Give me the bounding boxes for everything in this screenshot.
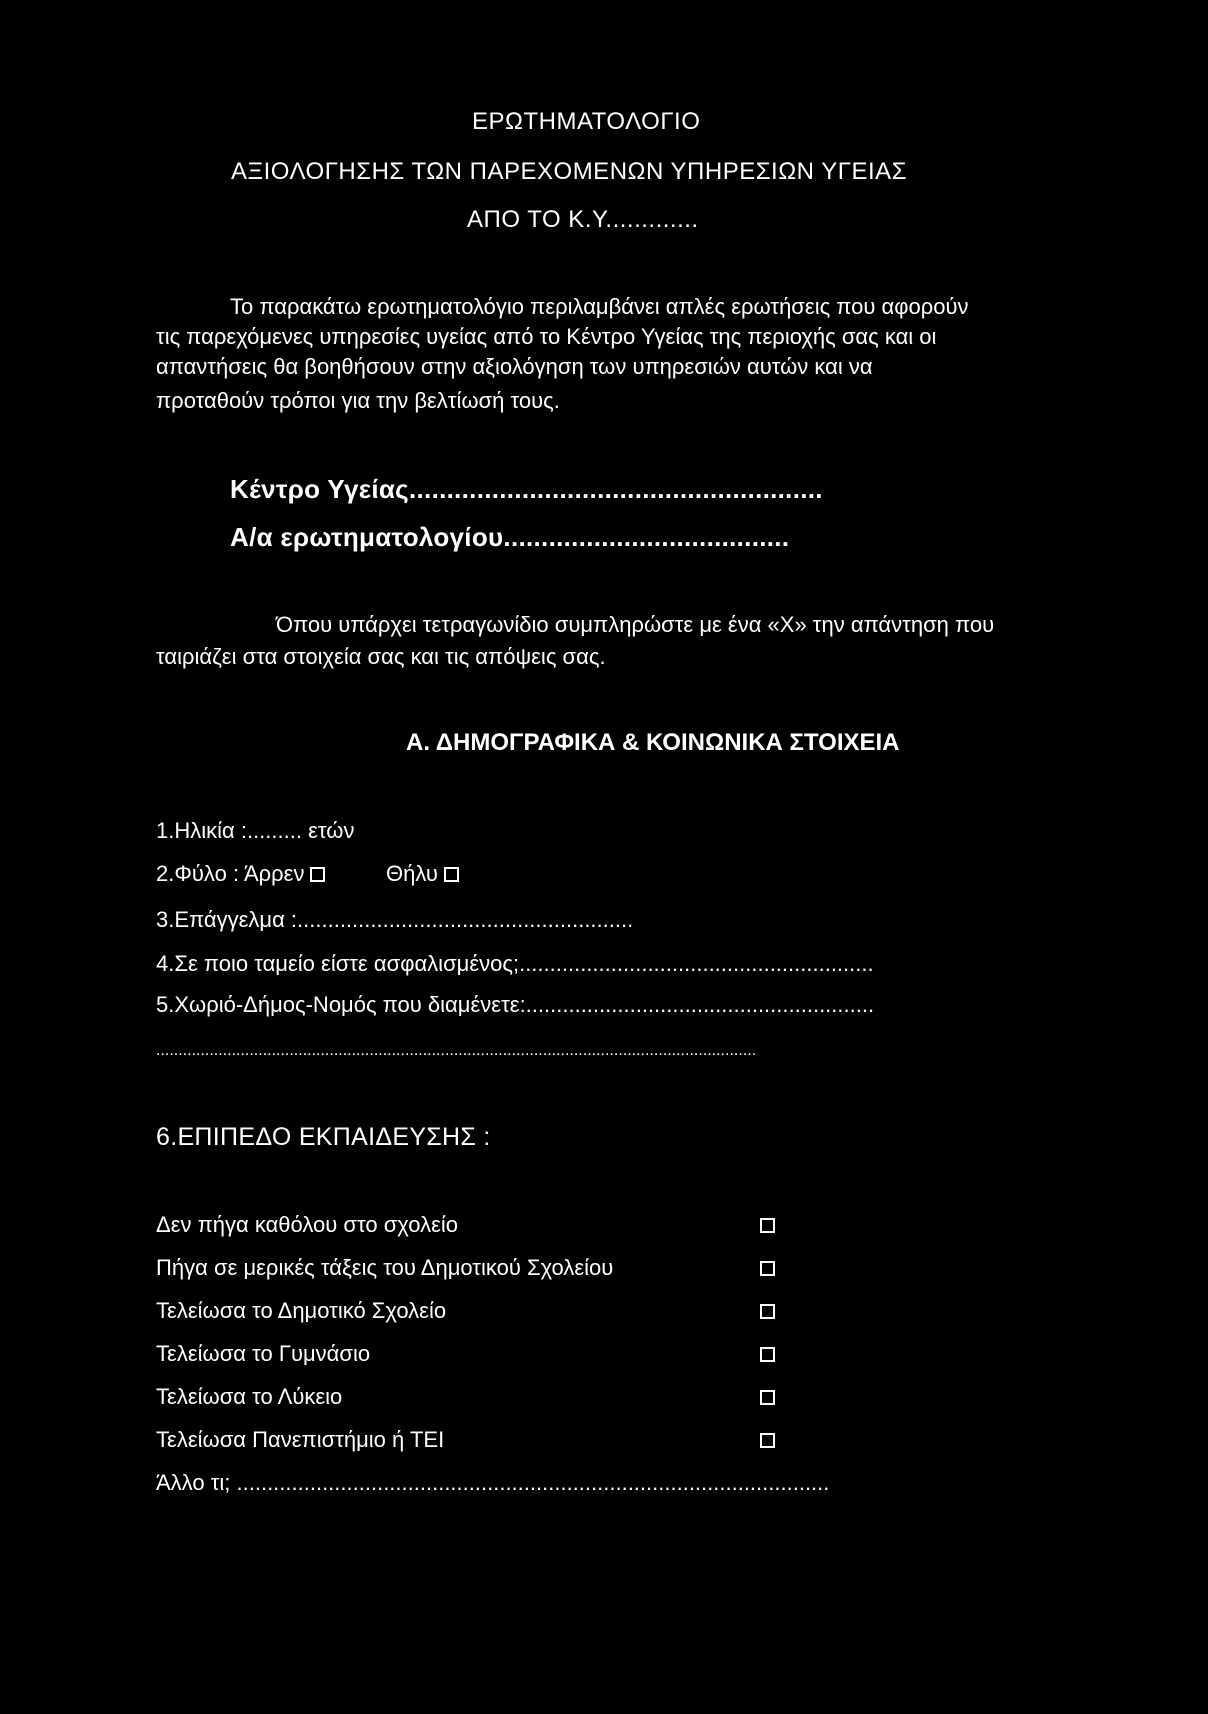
question-residence[interactable]: 5.Χωριό-Δήμος-Νομός που διαμένετε:.........................................................: [156, 992, 875, 1017]
health-center-field[interactable]: Κέντρο Υγείας.......................................................: [230, 474, 823, 504]
education-option-checkbox[interactable]: [760, 1304, 775, 1319]
instructions-line-1: Όπου υπάρχει τετραγωνίδιο συμπληρώστε με ένα «Χ» την απάντηση που: [276, 612, 995, 637]
education-option-label: Δεν πήγα καθόλου στο σχολείο: [156, 1212, 458, 1237]
intro-line-4: προταθούν τρόποι για την βελτίωσή τους.: [156, 388, 560, 413]
male-checkbox[interactable]: [310, 867, 325, 882]
intro-line-1: Το παρακάτω ερωτηματολόγιο περιλαμβάνει απλές ερωτήσεις που αφορούν: [230, 294, 969, 319]
education-option-checkbox[interactable]: [760, 1433, 775, 1448]
question-profession[interactable]: 3.Επάγγελμα :.......................................................: [156, 907, 634, 932]
instructions-line-2: ταιριάζει στα στοιχεία σας και τις απόψεις σας.: [156, 644, 606, 669]
form-number-field[interactable]: Α/α ερωτηματολογίου......................................: [230, 522, 790, 552]
education-option-label: Τελείωσα το Δημοτικό Σχολείο: [156, 1298, 447, 1323]
education-option-label: Τελείωσα Πανεπιστήμιο ή ΤΕΙ: [156, 1427, 445, 1452]
question-insurance[interactable]: 4.Σε ποιο ταμείο είστε ασφαλισμένος;..........................................................: [156, 951, 874, 976]
question-gender: [156, 859, 325, 889]
intro-line-2: τις παρεχόμενες υπηρεσίες υγείας από το Κέντρο Υγείας της περιοχής σας και οι: [156, 324, 937, 349]
section-a-title: Α. ΔΗΜΟΓΡΑΦΙΚΑ & ΚΟΙΝΩΝΙΚΑ ΣΤΟΙΧΕΙΑ: [406, 729, 900, 756]
education-option-label: Πήγα σε μερικές τάξεις του Δημοτικού Σχολείου: [156, 1255, 614, 1280]
education-option-checkbox[interactable]: [760, 1347, 775, 1362]
title-line-1: ΕΡΩΤΗΜΑΤΟΛΟΓΙΟ: [472, 108, 701, 135]
education-other-field[interactable]: Άλλο τι; .................................................................................................: [156, 1470, 830, 1495]
education-option-label: Τελείωσα το Γυμνάσιο: [156, 1341, 371, 1366]
title-line-3: ΑΠΟ ΤΟ Κ.Υ.............: [467, 206, 699, 233]
education-option-label: Τελείωσα το Λύκειο: [156, 1384, 343, 1409]
question-residence-continued[interactable]: .......................................................................................................................................: [156, 1042, 757, 1059]
gender-label: 2.Φύλο : Άρρεν: [156, 861, 305, 886]
female-checkbox[interactable]: [444, 867, 459, 882]
education-title: 6.ΕΠΙΠΕΔΟ ΕΚΠΑΙΔΕΥΣΗΣ :: [156, 1123, 491, 1151]
female-option: [386, 859, 459, 889]
education-option-checkbox[interactable]: [760, 1218, 775, 1233]
female-label: Θήλυ: [386, 861, 438, 886]
intro-line-3: απαντήσεις θα βοηθήσουν στην αξιολόγηση των υπηρεσιών αυτών και να: [156, 354, 873, 379]
education-option-checkbox[interactable]: [760, 1390, 775, 1405]
education-option-checkbox[interactable]: [760, 1261, 775, 1276]
question-age[interactable]: 1.Ηλικία :......... ετών: [156, 818, 355, 843]
title-line-2: ΑΞΙΟΛΟΓΗΣΗΣ ΤΩΝ ΠΑΡΕΧΟΜΕΝΩΝ ΥΠΗΡΕΣΙΩΝ ΥΓΕΙΑΣ: [231, 158, 907, 185]
